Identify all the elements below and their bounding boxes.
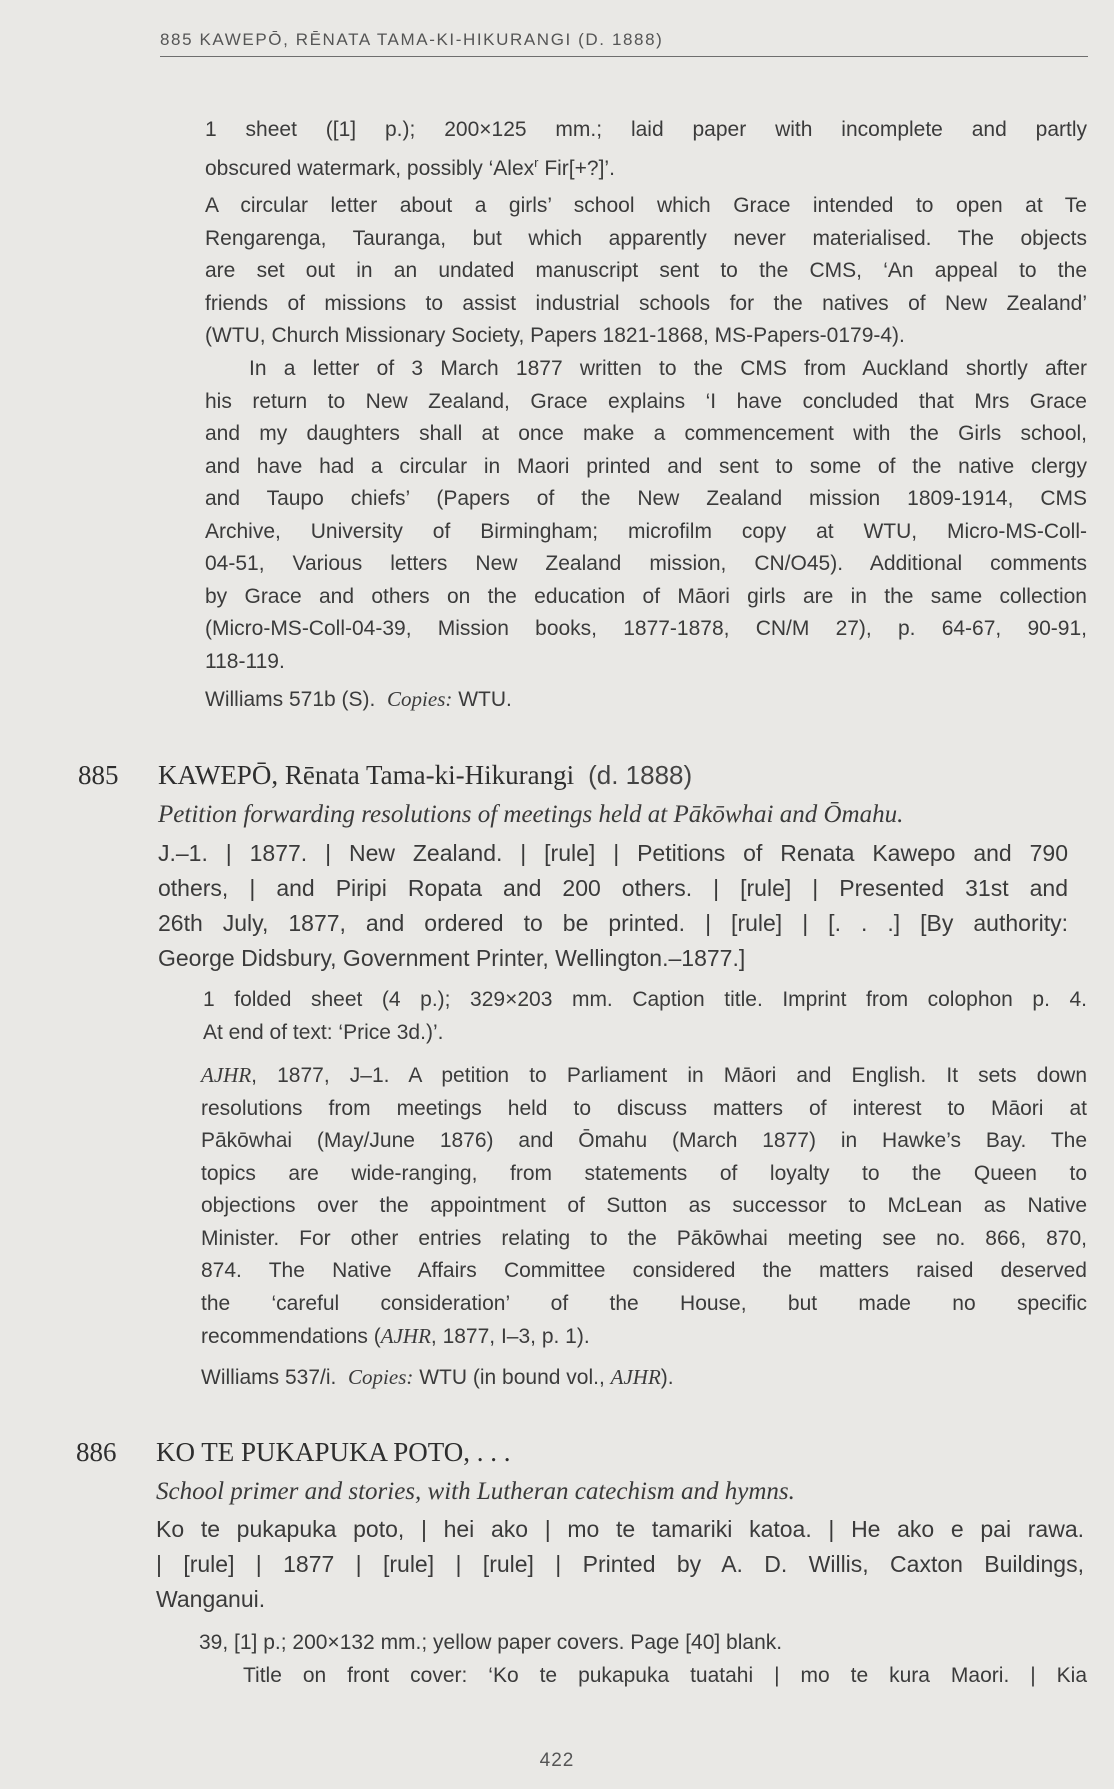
text-line: 39, [1] p.; 200×132 mm.; yellow paper covers. Page [40] blank. [199, 1631, 783, 1654]
entry-heading [158, 760, 692, 791]
text-line: resolutions from meetings held to discuss matters of interest to Māori at [201, 1096, 1087, 1120]
running-head: 885 KAWEPŌ, RĒNATA TAMA-KI-HIKURANGI (D. 1888) [160, 30, 1088, 57]
text-line: (WTU, Church Missionary Society, Papers 1821-1868, MS-Papers-0179-4). [205, 324, 905, 347]
text-line: topics are wide-ranging, from statements of loyalty to the Queen to [201, 1161, 1087, 1185]
entry-title: KAWEPŌ, Rēnata Tama-ki-Hikurangi [158, 760, 575, 790]
text-line [201, 1320, 1087, 1354]
text-segment: ). [660, 1366, 674, 1389]
prev-entry-description [205, 114, 1087, 185]
text-line: (Micro-MS-Coll-04-39, Mission books, 1877-1878, CN/M 27), p. 64-67, 90-91, [205, 617, 1087, 640]
text-line: Pākōwhai (May/June 1876) and Ōmahu (March 1877) in Hawke’s Bay. The [201, 1129, 1087, 1152]
text-segment: obscured watermark, possibly ‘Alex [205, 156, 535, 180]
text-segment: Fir[+?]’. [538, 156, 615, 180]
text-segment: recommendations ( [201, 1325, 381, 1348]
text-line: George Didsbury, Government Printer, Wellington.–1877.] [158, 945, 746, 971]
entry-heading [156, 1437, 511, 1468]
text-line: others, | and Piripi Ropata and 200 others. | [rule] | Presented 31st and [158, 875, 1068, 901]
williams-ref: Williams 537/i. [201, 1366, 337, 1389]
text-line: objections over the appointment of Sutton as successor to McLean as Native [201, 1194, 1087, 1217]
text-line: 1 sheet ([1] p.); 200×125 mm.; laid paper with incomplete and partly [205, 118, 1087, 141]
text-line: are set out in an undated manuscript sent to the CMS, ‘An appeal to the [205, 259, 1087, 282]
entry-subtitle: Petition forwarding resolutions of meetings held at Pākōwhai and Ōmahu. [158, 801, 904, 828]
text-line: J.–1. | 1877. | New Zealand. | [rule] | Petitions of Renata Kawepo and 790 [158, 840, 1068, 866]
text-line: 874. The Native Affairs Committee considered the matters raised deserved [201, 1259, 1087, 1282]
text-line: by Grace and others on the education of Māori girls are in the same collection [205, 584, 1087, 608]
entry-number: 886 [76, 1437, 117, 1467]
text-segment: , 1877, I–3, p. 1). [430, 1325, 590, 1348]
text-line: 04-51, Various letters New Zealand mission, CN/O45). Additional comments [205, 552, 1087, 575]
text-line [205, 683, 1087, 717]
text-line: Archive, University of Birmingham; microfilm copy at WTU, Micro-MS-Coll- [205, 519, 1087, 543]
text-line: Minister. For other entries relating to the Pākōwhai meeting see no. 866, 870, [201, 1226, 1087, 1250]
text-line: Title on front cover: ‘Ko te pukapuka tuatahi | mo te kura Maori. | Kia [243, 1663, 1087, 1687]
text-line: his return to New Zealand, Grace explains ‘I have concluded that Mrs Grace [205, 389, 1087, 413]
text-line: Rengarenga, Tauranga, but which apparently never materialised. The objects [205, 226, 1087, 250]
text-line: 26th July, 1877, and ordered to be printed. | [rule] | [. . .] [By authority: [158, 910, 1068, 936]
text-line: and my daughters shall at once make a commencement with the Girls school, [205, 422, 1087, 445]
copies-label: Copies: [387, 687, 453, 711]
page-number: 422 [539, 1750, 575, 1771]
copies-value: WTU. [458, 688, 512, 711]
text-line: Wanganui. [156, 1586, 266, 1612]
entry-title: KO TE PUKAPUKA POTO, . . . [156, 1437, 511, 1467]
text-line: friends of missions to assist industrial schools for the natives of New Zealand’ [205, 291, 1087, 315]
text-line [205, 147, 1087, 186]
entry-description [203, 984, 1087, 1049]
title-transcription [158, 836, 1068, 976]
text-segment: , 1877, J–1. A petition to Parliament in Māori and English. It sets down [251, 1064, 1087, 1087]
text-line: the ‘careful consideration’ of the House, but made no specific [201, 1291, 1087, 1315]
ajhr-ref: AJHR [201, 1063, 252, 1087]
text-line: 118-119. [205, 649, 285, 673]
prev-entry-note-1 [205, 190, 1087, 353]
entry-date: (d. 1888) [588, 760, 693, 790]
text-line: and have had a circular in Maori printed and sent to some of the native clergy [205, 454, 1087, 478]
title-transcription [156, 1512, 1084, 1617]
text-line: | [rule] | 1877 | [rule] | [rule] | Printed by A. D. Willis, Caxton Buildings, [156, 1551, 1084, 1577]
text-line: and Taupo chiefs’ (Papers of the New Zealand mission 1809-1914, CMS [205, 487, 1087, 510]
entry-description [199, 1627, 1087, 1692]
ajhr-ref: AJHR [380, 1324, 431, 1348]
text-line: At end of text: ‘Price 3d.)’. [203, 1020, 444, 1044]
text-line: In a letter of 3 March 1877 written to the CMS from Auckland shortly after [249, 357, 1087, 380]
prev-entry-reference [205, 683, 1087, 717]
entry-number: 885 [78, 760, 119, 790]
text-line [201, 1059, 1087, 1093]
copies-value: WTU (in bound vol., [419, 1366, 611, 1389]
text-line: 1 folded sheet (4 p.); 329×203 mm. Caption title. Imprint from colophon p. 4. [203, 988, 1087, 1011]
superscript: r [534, 154, 539, 170]
text-line [201, 1361, 1087, 1395]
prev-entry-note-2 [205, 353, 1087, 678]
entry-reference [201, 1361, 1087, 1395]
copies-label: Copies: [348, 1365, 414, 1389]
text-line: Ko te pukapuka poto, | hei ako | mo te tamariki katoa. | He ako e pai rawa. [156, 1516, 1084, 1542]
ajhr-ref: AJHR [610, 1365, 661, 1389]
text-line: A circular letter about a girls’ school which Grace intended to open at Te [205, 194, 1087, 217]
williams-ref: Williams 571b (S). [205, 688, 376, 711]
entry-note [201, 1059, 1087, 1354]
entry-subtitle: School primer and stories, with Lutheran catechism and hymns. [156, 1478, 795, 1505]
